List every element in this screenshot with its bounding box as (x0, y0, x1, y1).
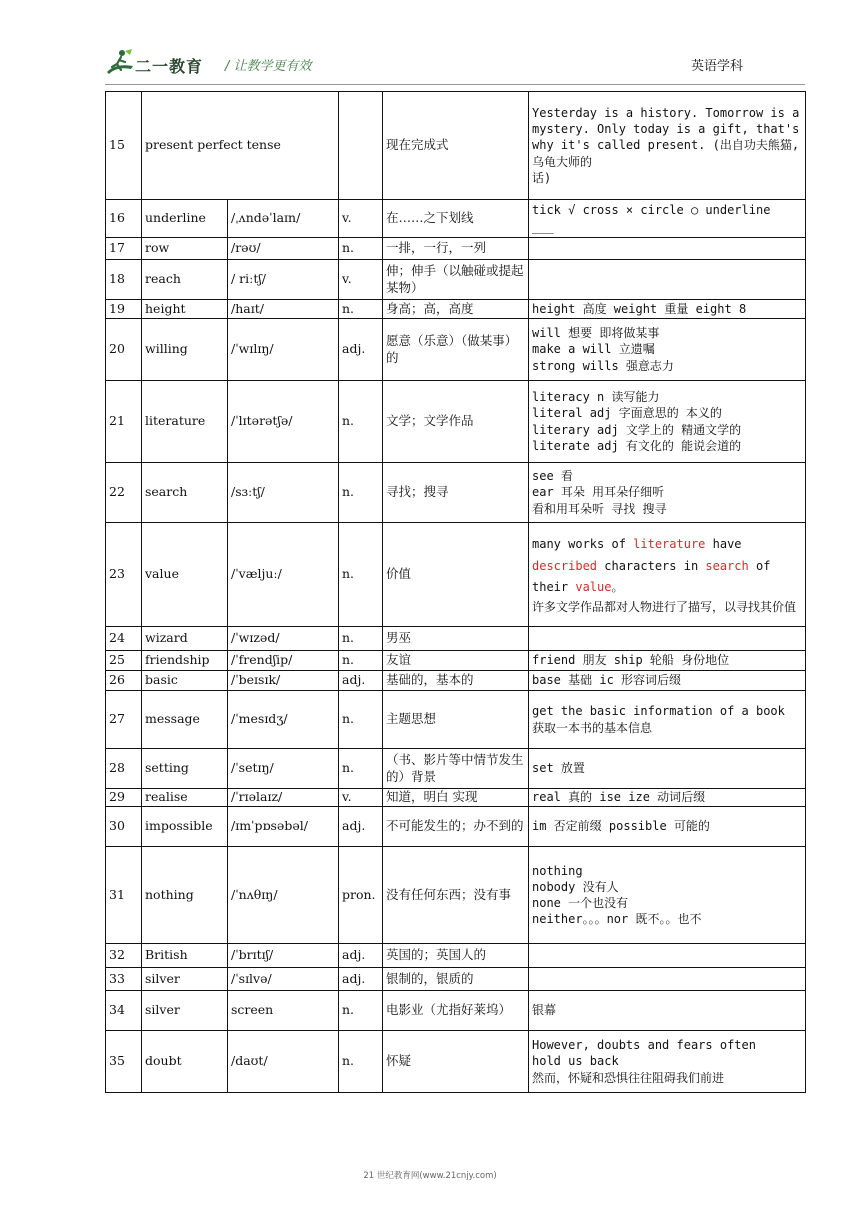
phonetic-cell: /ˈlɪtərətʃə/ (228, 381, 339, 463)
row-number: 18 (106, 260, 142, 300)
phonetic-cell: / riːtʃ/ (228, 260, 339, 300)
row-number: 35 (106, 1031, 142, 1093)
table-row (106, 944, 806, 968)
table-row (106, 991, 806, 1031)
example-line: strong wills 强意志力 (532, 358, 674, 373)
example-line: literary adj 文学上的 精通文学的 (532, 422, 742, 437)
logo (105, 48, 217, 78)
table-row (106, 319, 806, 381)
word-cell: basic (142, 671, 228, 691)
example-cell (529, 807, 806, 847)
example-line: literacy n 读写能力 (532, 390, 660, 405)
table-row (106, 847, 806, 944)
table-row (106, 1031, 806, 1093)
phonetic-cell: /ˌʌndəˈlaɪn/ (228, 200, 339, 238)
highlighted-word: described (532, 558, 598, 573)
row-number: 25 (106, 651, 142, 671)
example-line: tick √ cross × circle ○ underline (532, 203, 771, 218)
phonetic-cell: /rəʊ/ (228, 238, 339, 260)
example-text: of their (532, 558, 771, 595)
example-cell (529, 200, 806, 238)
phonetic-cell: /ˈvæljuː/ (228, 523, 339, 627)
meaning-cell: 没有任何东西；没有事 (383, 847, 529, 944)
meaning-cell: 知道，明白 实现 (383, 789, 529, 807)
slogan: / 让教学更有效 (225, 59, 312, 74)
phonetic-cell: /ˈsɪlvə/ (228, 968, 339, 991)
example-line: 获取一本书的基本信息 (532, 720, 653, 735)
example-line: literate adj 有文化的 能说会道的 (532, 438, 742, 453)
example-line: base 基础 ic 形容词后缀 (532, 673, 682, 688)
pos-cell: adj. (339, 807, 383, 847)
row-number: 32 (106, 944, 142, 968)
word-cell: doubt (142, 1031, 228, 1093)
pos-cell: n. (339, 300, 383, 319)
meaning-cell: 银制的，银质的 (383, 968, 529, 991)
meaning-cell: 价值 (383, 523, 529, 627)
example-line: Yesterday is a history. Tomorrow is a mystery. Only today is a gift, that's why it's called present. (出自功夫熊猫,乌龟大师的 (532, 106, 800, 169)
pos-cell: v. (339, 789, 383, 807)
example-text: have (705, 537, 742, 552)
page-header (105, 44, 805, 85)
word-cell: impossible (142, 807, 228, 847)
example-line: 银幕 (532, 1003, 557, 1018)
phonetic-cell: /ˈnʌθɪŋ/ (228, 847, 339, 944)
row-number: 23 (106, 523, 142, 627)
word-cell: height (142, 300, 228, 319)
phonetic-cell: /sɜːtʃ/ (228, 463, 339, 523)
highlighted-word: search (705, 558, 749, 573)
pos-cell: n. (339, 463, 383, 523)
pos-cell: pron. (339, 847, 383, 944)
table-row (106, 749, 806, 789)
word-cell: British (142, 944, 228, 968)
row-number: 28 (106, 749, 142, 789)
table-row (106, 238, 806, 260)
phonetic-cell: /ɪmˈpɒsəbəl/ (228, 807, 339, 847)
table-row (106, 627, 806, 651)
pos-cell: n. (339, 238, 383, 260)
meaning-cell: 友谊 (383, 651, 529, 671)
phonetic-cell: /daʊt/ (228, 1031, 339, 1093)
table-row (106, 300, 806, 319)
table-row (106, 523, 806, 627)
meaning-cell: 文学；文学作品 (383, 381, 529, 463)
phonetic-cell: /ˈwɪzəd/ (228, 627, 339, 651)
meaning-cell: 电影业（尤指好莱坞） (383, 991, 529, 1031)
meaning-cell: 身高；高，高度 (383, 300, 529, 319)
example-text: characters in (597, 558, 706, 573)
example-cell (529, 300, 806, 319)
pos-cell: v. (339, 200, 383, 238)
example-cell (529, 260, 806, 300)
highlighted-word: value (575, 580, 612, 595)
meaning-cell: 在……之下划线 (383, 200, 529, 238)
row-number: 30 (106, 807, 142, 847)
word-cell: row (142, 238, 228, 260)
example-cell (529, 691, 806, 749)
pos-cell: n. (339, 651, 383, 671)
table-row (106, 92, 806, 200)
meaning-cell: 主题思想 (383, 691, 529, 749)
meaning-cell: 伸；伸手（以触碰或提起某物） (383, 260, 529, 300)
meaning-cell: 英国的；英国人的 (383, 944, 529, 968)
phonetic-cell: /ˈmesɪdʒ/ (228, 691, 339, 749)
example-line: set 放置 (532, 761, 585, 776)
example-line: nothing (532, 863, 583, 878)
example-cell (529, 749, 806, 789)
word-cell: willing (142, 319, 228, 381)
table-row (106, 691, 806, 749)
meaning-cell: 现在完成式 (383, 92, 529, 200)
example-cell (529, 671, 806, 691)
meaning-cell: 愿意（乐意）（做某事）的 (383, 319, 529, 381)
table-row (106, 968, 806, 991)
pos-cell: v. (339, 260, 383, 300)
example-cell (529, 319, 806, 381)
phonetic-cell: /haɪt/ (228, 300, 339, 319)
word-cell: silver (142, 991, 228, 1031)
example-text: many works of (532, 537, 634, 552)
example-line: friend 朋友 ship 轮船 身份地位 (532, 653, 730, 668)
table-row (106, 789, 806, 807)
phonetic-cell: /ˈwɪlɪŋ/ (228, 319, 339, 381)
example-cell (529, 651, 806, 671)
phonetic-cell: /ˈsetɪŋ/ (228, 749, 339, 789)
table-row (106, 671, 806, 691)
pos-cell: adj. (339, 968, 383, 991)
example-text: 。 (611, 580, 624, 595)
example-line: hold us back (532, 1054, 619, 1069)
table-row (106, 381, 806, 463)
example-cell (529, 627, 806, 651)
pos-cell (339, 92, 383, 200)
phonetic-cell: /ˈbrɪtɪʃ/ (228, 944, 339, 968)
example-line: see 看 (532, 469, 573, 484)
word-cell: search (142, 463, 228, 523)
word-cell: present perfect tense (142, 92, 339, 200)
pos-cell: n. (339, 749, 383, 789)
pos-cell: adj. (339, 671, 383, 691)
subject-label: 英语学科 (690, 59, 743, 74)
word-cell: realise (142, 789, 228, 807)
meaning-cell: （书、影片等中情节发生的）背景 (383, 749, 529, 789)
example-cell (529, 238, 806, 260)
example-cell (529, 92, 806, 200)
example-cell (529, 968, 806, 991)
example-line: im 否定前缀 possible 可能的 (532, 819, 710, 834)
meaning-cell: 基础的，基本的 (383, 671, 529, 691)
example-line: height 高度 weight 重量 eight 8 (532, 301, 747, 316)
example-line: However, doubts and fears often (532, 1038, 756, 1053)
example-line: make a will 立遗嘱 (532, 342, 655, 357)
example-cell (529, 991, 806, 1031)
vocabulary-table (105, 91, 806, 1093)
example-cell (529, 381, 806, 463)
table-row (106, 807, 806, 847)
row-number: 20 (106, 319, 142, 381)
example-translation: 许多文学作品都对人物进行了描写，以寻找其价值 (532, 599, 797, 614)
example-line: 然而，怀疑和恐惧往往阻碍我们前进 (532, 1070, 725, 1085)
word-cell: literature (142, 381, 228, 463)
example-cell (529, 523, 806, 627)
runner-logo-icon (105, 48, 135, 78)
word-cell: friendship (142, 651, 228, 671)
table-row (106, 463, 806, 523)
meaning-cell: 寻找；搜寻 (383, 463, 529, 523)
phonetic-cell: /ˈrɪəlaɪz/ (228, 789, 339, 807)
word-cell: wizard (142, 627, 228, 651)
example-cell (529, 463, 806, 523)
row-number: 19 (106, 300, 142, 319)
example-cell (529, 847, 806, 944)
pos-cell: n. (339, 991, 383, 1031)
table-row (106, 651, 806, 671)
table-row (106, 260, 806, 300)
row-number: 24 (106, 627, 142, 651)
pos-cell: adj. (339, 944, 383, 968)
pos-cell: n. (339, 381, 383, 463)
logo-text: 二一教育 (135, 57, 204, 76)
phonetic-cell: /ˈbeɪsɪk/ (228, 671, 339, 691)
word-cell: silver (142, 968, 228, 991)
meaning-cell: 怀疑 (383, 1031, 529, 1093)
row-number: 33 (106, 968, 142, 991)
example-line: ___ (532, 219, 554, 234)
word-cell: value (142, 523, 228, 627)
example-cell (529, 789, 806, 807)
row-number: 16 (106, 200, 142, 238)
example-line: get the basic information of a book (532, 704, 785, 719)
row-number: 15 (106, 92, 142, 200)
row-number: 31 (106, 847, 142, 944)
row-number: 29 (106, 789, 142, 807)
example-line: 话) (532, 170, 552, 185)
example-line: neither。。。nor 既不。。也不 (532, 912, 702, 927)
meaning-cell: 不可能发生的；办不到的 (383, 807, 529, 847)
row-number: 26 (106, 671, 142, 691)
meaning-cell: 一排，一行，一列 (383, 238, 529, 260)
row-number: 21 (106, 381, 142, 463)
pos-cell: n. (339, 691, 383, 749)
example-line: literal adj 字面意思的 本义的 (532, 406, 722, 421)
row-number: 17 (106, 238, 142, 260)
example-line: real 真的 ise ize 动词后缀 (532, 790, 706, 805)
word-cell: underline (142, 200, 228, 238)
example-line: nobody 没有人 (532, 879, 619, 894)
example-line: will 想要 即将做某事 (532, 326, 660, 341)
row-number: 22 (106, 463, 142, 523)
example-line: none 一个也没有 (532, 896, 629, 910)
word-cell: message (142, 691, 228, 749)
meaning-cell: 男巫 (383, 627, 529, 651)
word-cell: reach (142, 260, 228, 300)
word-cell: nothing (142, 847, 228, 944)
example-cell (529, 1031, 806, 1093)
pos-cell: n. (339, 523, 383, 627)
row-number: 27 (106, 691, 142, 749)
phonetic-cell: /ˈfrendʃip/ (228, 651, 339, 671)
highlighted-word: literature (633, 537, 706, 552)
phonetic-cell: screen (228, 991, 339, 1031)
row-number: 34 (106, 991, 142, 1031)
pos-cell: n. (339, 1031, 383, 1093)
pos-cell: adj. (339, 319, 383, 381)
table-row (106, 200, 806, 238)
example-cell (529, 944, 806, 968)
example-line: ear 耳朵 用耳朵仔细听 (532, 485, 665, 500)
pos-cell: n. (339, 627, 383, 651)
word-cell: setting (142, 749, 228, 789)
example-line: 看和用耳朵听 寻找 搜寻 (532, 501, 667, 516)
page-footer: 21 世纪教育网(www.21cnjy.com) (363, 1171, 497, 1181)
